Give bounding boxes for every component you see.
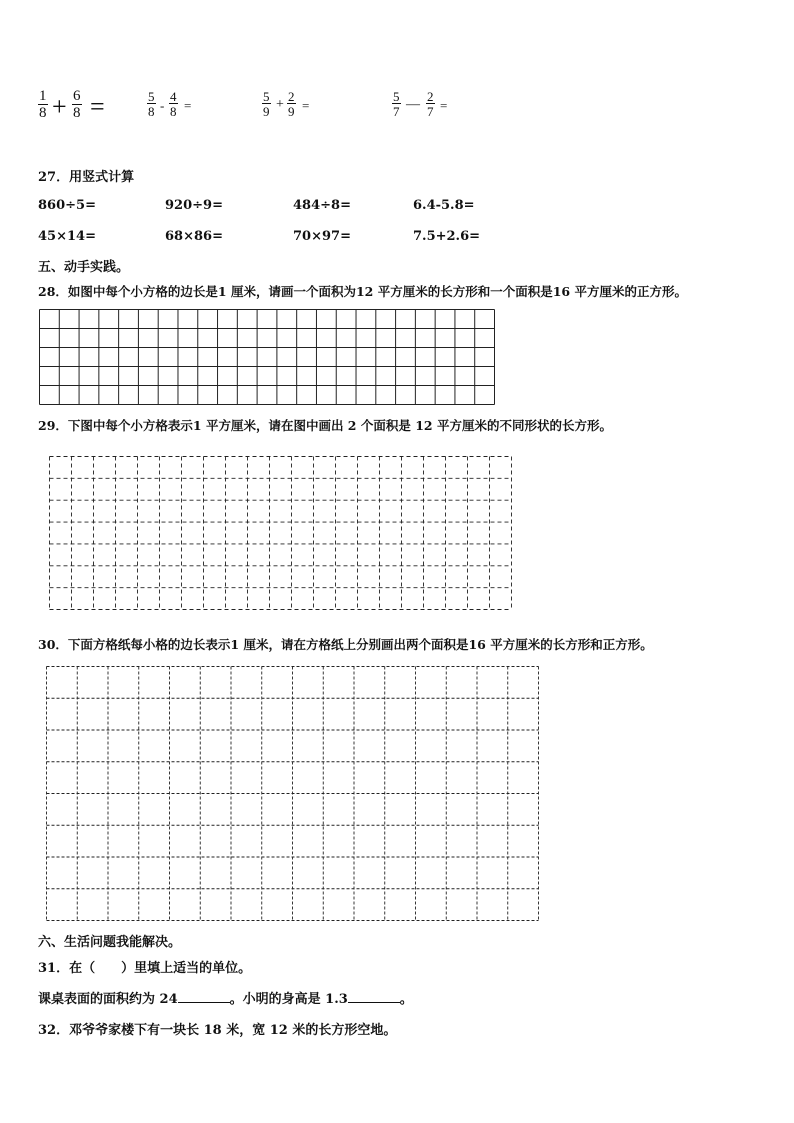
q27-expr-2: 920÷9= (165, 198, 223, 213)
q31-blank-2[interactable] (348, 1002, 400, 1003)
minus-sign: - (160, 98, 165, 113)
q27-expr-1: 860÷5= (38, 198, 96, 213)
section-5-heading: 五、动手实践。 (38, 260, 130, 275)
q31-end: 。 (399, 992, 413, 1007)
q31-fill-line (38, 988, 413, 1007)
equals-sign: = (90, 92, 105, 121)
fraction-2-9: $\frac{2}{9}$ (288, 89, 295, 119)
q27-expr-7: 70×97= (293, 229, 351, 244)
minus-sign: — (406, 97, 420, 112)
equals-sign: = (440, 98, 448, 113)
section-6-heading: 六、生活问题我能解决。 (38, 935, 182, 950)
plus-sign: + (276, 97, 284, 112)
fraction-5-7: $\frac{5}{7}$ (393, 89, 400, 119)
fraction-4-8: $\frac{4}{8}$ (170, 89, 177, 119)
fraction-1-8: $\frac{1}{8}$ (39, 88, 47, 121)
q31-blank-1[interactable] (178, 1002, 230, 1003)
fraction-5-8: $\frac{5}{8}$ (148, 89, 155, 119)
fraction-2-7: $\frac{2}{7}$ (427, 89, 434, 119)
equals-sign: = (302, 98, 310, 113)
q27-expr-4: 6.4-5.8= (413, 198, 475, 213)
q27-expr-5: 45×14= (38, 229, 96, 244)
q32-text: 32．邓爷爷家楼下有一块长 18 米，宽 12 米的长方形空地。 (38, 1023, 397, 1038)
q31-part-b: 。小明的身高是 1.3 (229, 992, 348, 1007)
equals-sign: = (184, 98, 192, 113)
q27-expr-6: 68×86= (165, 229, 223, 244)
q27-expr-3: 484÷8= (293, 198, 351, 213)
fraction-6-8: $\frac{6}{8}$ (73, 88, 81, 121)
q27-title: 27．用竖式计算 (38, 170, 135, 185)
q30-text: 30．下面方格纸每小格的边长表示1 厘米，请在方格纸上分别画出两个面积是16 平方厘米的长方形和正方形。 (38, 637, 653, 652)
fraction-5-9: $\frac{5}{9}$ (263, 89, 270, 119)
q29-text: 29．下图中每个小方格表示1 平方厘米，请在图中画出 2 个面积是 12 平方厘米的不同形状的长方形。 (38, 418, 612, 433)
q28-text: 28．如图中每个小方格的边长是1 厘米，请画一个面积为12 平方厘米的长方形和一个面积是16 平方厘米的正方形。 (38, 284, 687, 299)
plus-sign: + (52, 92, 67, 121)
q31-part-a: 课桌表面的面积约为 24 (38, 992, 178, 1007)
q31-text: 31．在（ ）里填上适当的单位。 (38, 961, 252, 976)
q27-expr-8: 7.5+2.6= (413, 229, 481, 244)
